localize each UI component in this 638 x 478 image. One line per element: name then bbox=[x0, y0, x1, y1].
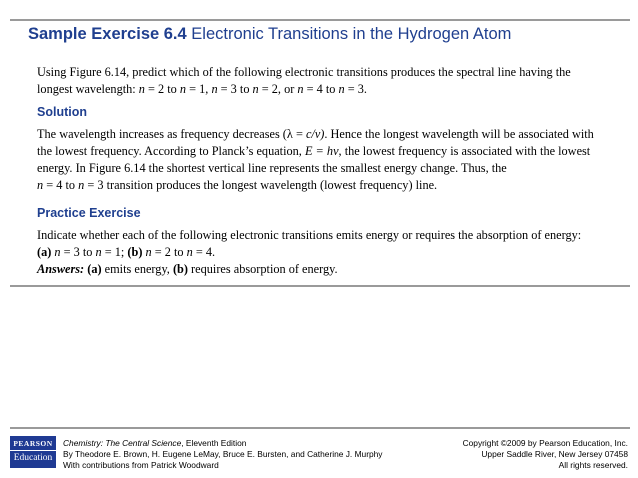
answers-label: Answers: bbox=[37, 262, 85, 276]
book-citation: Chemistry: The Central Science, Eleventh Edition By Theodore E. Brown, H. Eugene LeMay, Bruce E. Bursten, and Catherine J. Murphy With contributions from Patrick Woodward bbox=[63, 438, 383, 470]
solution-text: The wavelength increases as frequency decreases (λ = c/ν). Hence the longest wavelength will be associated with the lowest frequency. According to Planck’s equation, E = hν, the lowest frequency is associated with the lowest energy. In Figure 6.14 the shortest vertical line represents the smallest energy change. Thus, the n = 4 to n = 3 transition produces the longest wavelength (lowest frequency) line. bbox=[37, 127, 594, 192]
problem-statement: Using Figure 6.14, predict which of the following electronic transitions produces the spectral line having the longest wavelength: n = 2 to n = 1, n = 3 to n = 2, or n = 4 to n = 3. bbox=[37, 65, 571, 96]
contributors: With contributions from Patrick Woodward bbox=[63, 460, 219, 470]
book-title: Chemistry: The Central Science bbox=[63, 438, 182, 448]
solution-heading: Solution bbox=[37, 105, 87, 119]
copyright-notice: Copyright ©2009 by Pearson Education, Inc. Upper Saddle River, New Jersey 07458 All rights reserved. bbox=[462, 438, 628, 470]
pearson-logo: PEARSON Education bbox=[10, 436, 56, 468]
authors: By Theodore E. Brown, H. Eugene LeMay, Bruce E. Bursten, and Catherine J. Murphy bbox=[63, 449, 383, 459]
content-divider bbox=[10, 285, 630, 287]
footer-divider bbox=[10, 427, 630, 429]
practice-heading: Practice Exercise bbox=[37, 206, 141, 220]
title-topic: Electronic Transitions in the Hydrogen Atom bbox=[186, 25, 512, 43]
slide-title bbox=[28, 25, 511, 44]
practice-text: Indicate whether each of the following electronic transitions emits energy or requires the absorption of energy: (a) n = 3 to n = 1; (b) n = 2 to n = 4. Answers: (a) emits energy, (b) requires absorption of energy. bbox=[37, 228, 582, 276]
top-divider bbox=[10, 19, 630, 21]
title-exercise-number: Sample Exercise 6.4 bbox=[28, 25, 187, 43]
